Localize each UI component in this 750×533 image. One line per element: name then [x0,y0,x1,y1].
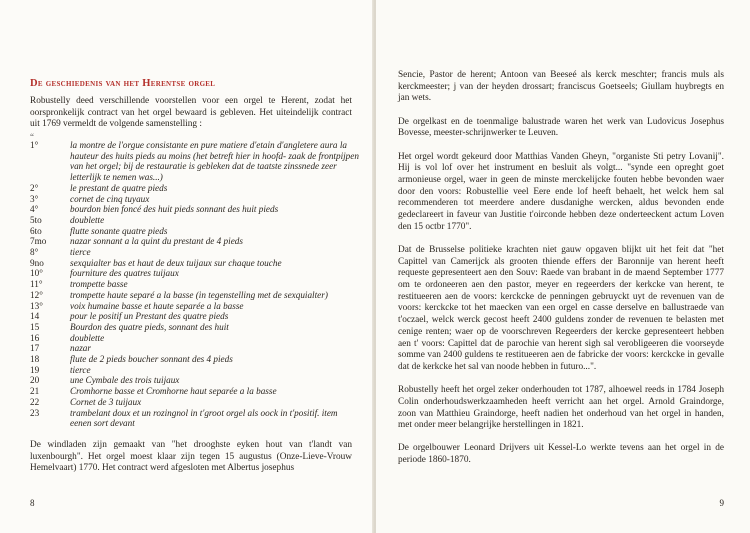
page-number: 8 [30,498,35,508]
register-number: 19 [30,364,40,375]
body-paragraph: Het orgel wordt gekeurd door Matthias Vanden Gheyn, "organiste Sti petry Lovanij". Hij is vol lof over het instrument en besluit als volgt... "synde een opreght goet armonieuse orgel, waer in geen de minste merckelijcke fouten hebbe bevonden waer door den voors: Robustellie veel Eere ende lof heeft behaelt, het welck hem sal recommenderen tot meerdere andere dusdanighe wercken, aldus bevonden ende gedeclareert in faveur van Justitie t'oirconde hebben deze onderteeckent actum Loven den 15 octbr 1770". [398,151,724,232]
register-item [30,204,360,215]
register-item [30,343,360,354]
register-text: Cromhorne basse et Cromhorne haut separée a la basse [70,386,277,397]
register-number: 2° [30,182,39,193]
left-page [0,0,374,533]
register-number: 16 [30,332,40,343]
register-text: nazar [70,343,91,354]
register-item [30,183,360,194]
register-number: 18 [30,354,40,365]
register-text: Bourdon des quatre pieds, sonnant des huit [70,321,229,332]
register-item [30,354,360,365]
register-text: une Cymbale des trois tuijaux [70,375,180,386]
register-number: 6to [30,225,42,236]
register-number: 20 [30,375,40,386]
register-text: trompette basse [70,279,128,290]
register-number: 3° [30,193,39,204]
register-text: Cornet de 3 tuijaux [70,396,142,407]
register-item [30,258,360,269]
register-text: trompette haute separé a la basse (in tegenstelling met de sexquialter) [70,289,328,300]
register-item [30,268,360,279]
body-paragraph: De orgelbouwer Leonard Drijvers uit Kessel-Lo werkte tevens aan het orgel in de periode 1860-1870. [398,443,724,466]
intro-paragraph: Robustelly deed verschillende voorstellen voor een orgel te Herent, zodat het oorspronkelijk contract van het orgel bewaard is gebleven. Het uiteindelijk contract uit 1769 vermeldt de volgende samenstelling : [30,96,352,130]
register-item [30,397,360,408]
register-item [30,247,360,258]
register-text: doublette [70,332,105,343]
body-paragraph: De orgelkast en de toenmalige balustrade waren het werk van Ludovicus Josephus Bovesse, meester-schrijnwerker te Leuven. [398,116,724,139]
register-text: le prestant de quatre pieds [70,182,168,193]
register-text: flutte sonante quatre pieds [70,225,168,236]
register-text: trambelant doux et un rozingnol in t'groot orgel als oock in t'positif. item eenen sort devant [70,407,338,429]
right-page [376,0,750,533]
register-item [30,408,360,429]
body-paragraph: Robustelly heeft het orgel zeker onderhouden tot 1787, alhoewel reeds in 1784 Joseph Colin onderhoudswerkzaamheden heeft verricht aan het orgel. Arnold Graindorge, zoon van Matthieu Graindorge, heeft nadien het onderhoud van het orgel in handen, met onder meer belangrijke herstellingen in 1821. [398,385,724,431]
register-text: cornet de cinq tuyaux [70,193,150,204]
register-text: sexquialter bas et haut de deux tuijaux sur chaque touche [70,257,282,268]
register-item [30,194,360,205]
register-number: 7mo [30,236,47,247]
register-item [30,215,360,226]
register-text: pour le positif un Prestant des quatre pieds [70,311,229,322]
register-number: 13° [30,300,43,311]
register-number: 11° [30,279,43,290]
register-item [30,365,360,376]
register-text: flute de 2 pieds boucher sonnant des 4 pieds [70,354,233,365]
register-item [30,279,360,290]
register-number: 5to [30,214,42,225]
register-number: 21 [30,386,40,397]
register-text: la montre de l'orgue consistante en pure matiere d'etain d'angletere aura la hauteur des huits pieds au moins (het betreft hier in hoofd- zaak de frontpijpen van het orgel; bij de restauratie is gebleken dat de taatste zinssnede zeer letterlijk te nemen was...) [70,140,359,183]
register-text: voix humaine basse et haute separée a la basse [70,300,244,311]
register-number: 23 [30,407,40,418]
register-item [30,236,360,247]
register-item [30,226,360,237]
register-number: 8° [30,247,39,258]
register-number: 10° [30,268,43,279]
register-number: 22 [30,396,40,407]
register-item [30,386,360,397]
page-title: De geschiedenis van het Herentse orgel [30,78,216,89]
register-number: 12° [30,289,43,300]
body-paragraph: Dat de Brusselse politieke krachten niet gauw opgaven blijkt uit het feit dat "het Capittel van Camerijck als grooten thiende effers der Baronnije van herent heeft requeste gepresenteert aen den Souv: Raede van brabant in de maend September 1777 om te ordoneeren aen den pastor, meyer en regeerders der kerkcke van herent, te restitueeren aen de voors: kerckcke de penningen gebruyckt uyt de revenuen van de voors: kerckcke tot het maecken van een orgel en casse derselve en ballustraede van t'oczael, welck werck gecost heeft 2400 guldens zonder de revenuen te belasten met cenige renten; waer op de voorschreven Regeerders der kercke gepresenteert hebben aen t' voors: Capittel dat de parochie van herent sigh sal verobligeeren die voorseyde somme van 2400 guldens te restitueeren aen de fabricke der voors: kerckcke in gevalle dat de kerkcke het sal van noode hebben in futuro...". [398,244,724,372]
register-item [30,290,360,301]
register-item [30,311,360,322]
register-number: 15 [30,321,40,332]
mark-glyph: “ [30,132,34,142]
register-text: bourdon bien foncé des huit pieds sonnant des huit pieds [70,204,279,215]
register-number: 4° [30,204,39,215]
right-text-column [398,70,724,478]
register-item [30,140,360,183]
register-item [30,322,360,333]
register-number: 1° [30,140,39,150]
page-number: 9 [719,498,724,508]
register-text: fourniture des quatres tuijaux [70,268,179,279]
register-item [30,301,360,312]
register-item [30,333,360,344]
register-list [30,140,360,429]
register-number: 14 [30,311,40,322]
register-text: tierce [70,364,91,375]
register-text: tierce [70,247,91,258]
body-paragraph: Sencie, Pastor de herent; Antoon van Beeseé als kerck meschter; francis muls als kerckmeester; j van der heyden drossart; franciscus Goetseels; Giullam huybregts en jan wets. [398,70,724,104]
register-text: doublette [70,214,105,225]
closing-paragraph: De windladen zijn gemaakt van "het drooghste eyken hout van t'landt van luxenbourgh". Het orgel moest klaar zijn tegen 15 augustus (Onze-Lieve-Vrouw Hemelvaart) 1770. Het contract werd afgesloten met Albertus josephus [30,440,352,474]
register-number: 17 [30,343,40,354]
register-number: 9no [30,257,44,268]
register-text: nazar sonnant a la quint du prestant de 4 pieds [70,236,243,247]
register-item [30,375,360,386]
